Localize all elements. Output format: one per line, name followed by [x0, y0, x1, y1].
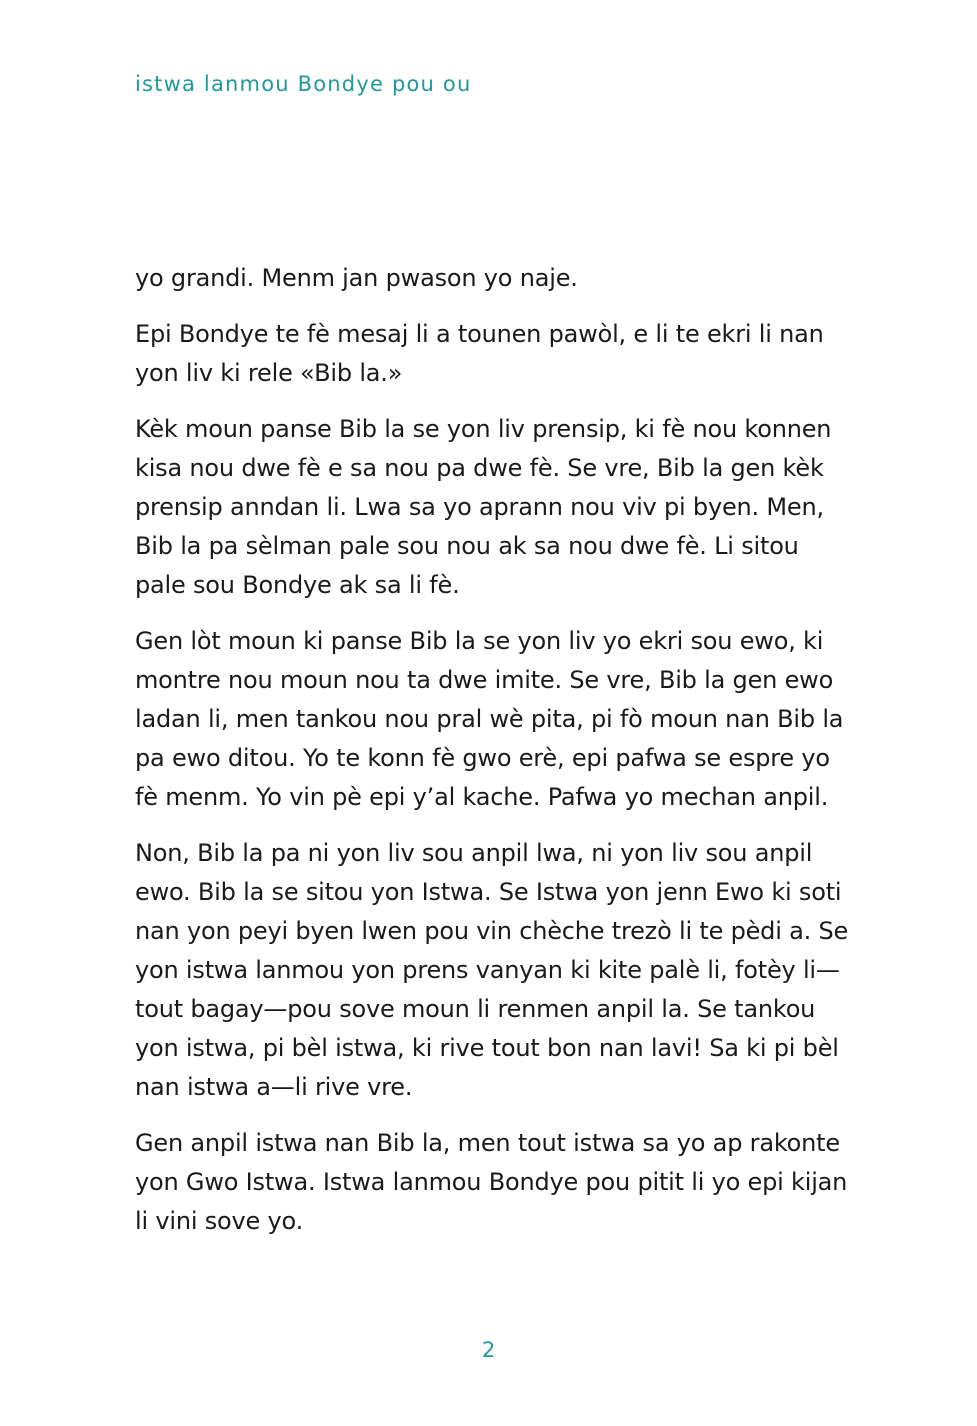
paragraph: Gen lòt moun ki panse Bib la se yon liv yo ekri sou ewo, ki montre nou moun nou ta dwe imite. Se vre, Bib la gen ewo ladan li, men tankou nou pral wè pita, pi fò moun nan Bib la pa ewo ditou. Yo te konn fè gwo erè, epi pafwa se espre yo fè menm. Yo vin pè epi y’al kache. Pafwa yo mechan anpil.: [135, 627, 844, 811]
paragraph: yo grandi. Menm jan pwason yo naje.: [135, 264, 578, 292]
paragraph: Gen anpil istwa nan Bib la, men tout istwa sa yo ap rakonte yon Gwo Istwa. Istwa lanmou Bondye pou pitit li yo epi kijan li vini sove yo.: [135, 1129, 848, 1235]
body-text: [135, 259, 850, 1258]
paragraph: Non, Bib la pa ni yon liv sou anpil lwa, ni yon liv sou anpil ewo. Bib la se sitou yon Istwa. Se Istwa yon jenn Ewo ki soti nan yon peyi byen lwen pou vin chèche trezò li te pèdi a. Se yon istwa lanmou yon prens vanyan ki kite palè li, fotèy li—tout bagay—pou sove moun li renmen anpil la. Se tankou yon istwa, pi bèl istwa, ki rive tout bon nan lavi! Sa ki pi bèl nan istwa a—li rive vre.: [135, 839, 849, 1101]
page-number: 2: [481, 1338, 496, 1362]
paragraph: Kèk moun panse Bib la se yon liv prensip, ki fè nou konnen kisa nou dwe fè e sa nou pa dwe fè. Se vre, Bib la gen kèk prensip anndan li. Lwa sa yo aprann nou viv pi byen. Men, Bib la pa sèlman pale sou nou ak sa nou dwe fè. Li sitou pale sou Bondye ak sa li fè.: [135, 415, 832, 599]
running-header: istwa lanmou Bondye pou ou: [135, 72, 472, 96]
paragraph: Epi Bondye te fè mesaj li a tounen pawòl, e li te ekri li nan yon liv ki rele «Bib la.»: [135, 320, 824, 387]
